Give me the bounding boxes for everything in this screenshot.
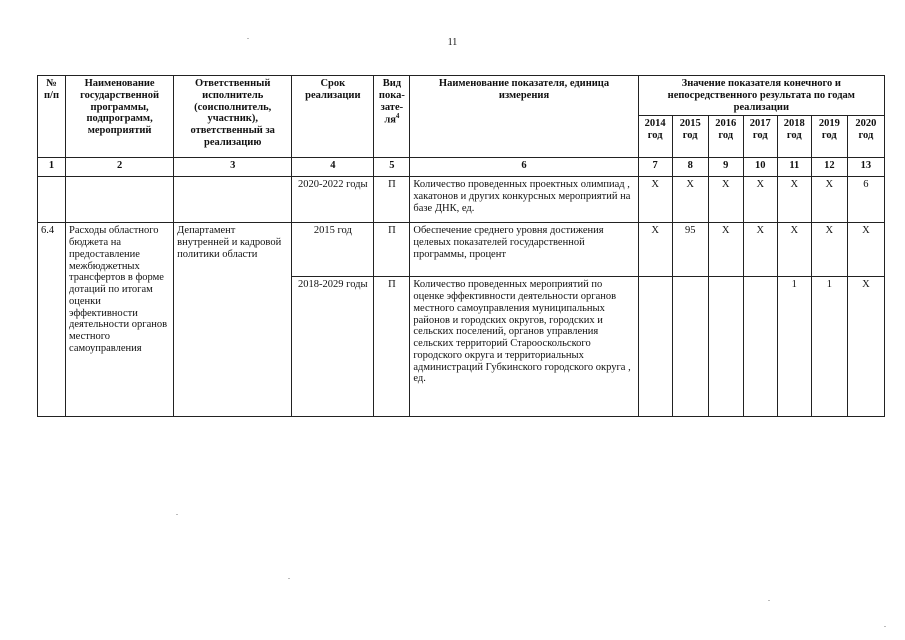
row-value-2019: Х xyxy=(811,177,847,223)
row-term: 2020-2022 годы xyxy=(292,177,374,223)
year-2016: 2016 год xyxy=(708,116,743,158)
row-program-name xyxy=(66,177,174,223)
column-number: 4 xyxy=(292,158,374,177)
column-number: 2 xyxy=(66,158,174,177)
column-number: 11 xyxy=(777,158,811,177)
row-num xyxy=(38,177,66,223)
header-program-name: Наименование государственной программы, подпрограмм, мероприятий xyxy=(66,76,174,158)
row-value-2017: Х xyxy=(743,223,777,277)
row-value-2015 xyxy=(672,277,708,417)
column-number: 12 xyxy=(811,158,847,177)
row-indicator: Количество проведенных мероприятий по оценке эффективности деятельности органов местного самоуправления муниципальных районов и городских округов, городских и сельских поселений, органов управления сельских территорий Старооскольского городского округа и территориальных администраций Губкинского городского округа , ед. xyxy=(410,277,638,417)
row-value-2015: 95 xyxy=(672,223,708,277)
column-number: 1 xyxy=(38,158,66,177)
row-value-2017 xyxy=(743,277,777,417)
row-value-2018: Х xyxy=(777,223,811,277)
row-num: 6.4 xyxy=(38,223,66,417)
scan-speck xyxy=(884,626,886,627)
row-program-name: Расходы областного бюджета на предоставление межбюджетных трансфертов в форме дотаций по итогам оценки эффективности деятельности органов местного самоуправления xyxy=(66,223,174,417)
table-row xyxy=(38,223,885,277)
header-values: Значение показателя конечного и непосредственного результата по годам реализации xyxy=(638,76,884,116)
scan-speck xyxy=(288,578,290,579)
table-row xyxy=(38,177,885,223)
row-value-2014: Х xyxy=(638,223,672,277)
row-value-2018: Х xyxy=(777,177,811,223)
column-number: 10 xyxy=(743,158,777,177)
scan-speck xyxy=(768,600,770,601)
column-number-row xyxy=(38,158,885,177)
year-2015: 2015 год xyxy=(672,116,708,158)
row-value-2014 xyxy=(638,277,672,417)
column-number: 3 xyxy=(174,158,292,177)
scan-speck xyxy=(176,514,178,515)
row-indicator: Количество проведенных проектных олимпиад , хакатонов и других конкурсных мероприятий на базе ДНК, ед. xyxy=(410,177,638,223)
row-value-2018: 1 xyxy=(777,277,811,417)
year-2018: 2018 год xyxy=(777,116,811,158)
header-row xyxy=(38,76,885,116)
row-executor: Департамент внутренней и кадровой политики области xyxy=(174,223,292,417)
page-number: 11 xyxy=(447,37,458,48)
row-value-2020: 6 xyxy=(847,177,884,223)
year-2020: 2020 год xyxy=(847,116,884,158)
row-value-2014: Х xyxy=(638,177,672,223)
column-number: 7 xyxy=(638,158,672,177)
row-indicator: Обеспечение среднего уровня достижения целевых показателей государственной программы, процент xyxy=(410,223,638,277)
column-number: 13 xyxy=(847,158,884,177)
row-value-2016: Х xyxy=(708,177,743,223)
year-2017: 2017 год xyxy=(743,116,777,158)
row-value-2017: Х xyxy=(743,177,777,223)
column-number: 5 xyxy=(374,158,410,177)
row-executor xyxy=(174,177,292,223)
row-value-2015: Х xyxy=(672,177,708,223)
scan-speck xyxy=(247,38,249,39)
header-num: № п/п xyxy=(38,76,66,158)
row-type: П xyxy=(374,177,410,223)
header-indicator-name: Наименование показателя, единица измерения xyxy=(410,76,638,158)
indicator-table xyxy=(37,75,885,417)
column-number: 6 xyxy=(410,158,638,177)
header-type-footnote: 4 xyxy=(395,112,400,121)
row-type: П xyxy=(374,223,410,277)
header-indicator-type xyxy=(374,76,410,158)
row-term: 2015 год xyxy=(292,223,374,277)
row-value-2016 xyxy=(708,277,743,417)
column-number: 8 xyxy=(672,158,708,177)
row-value-2020: Х xyxy=(847,223,884,277)
row-value-2016: Х xyxy=(708,223,743,277)
column-number: 9 xyxy=(708,158,743,177)
row-term: 2018-2029 годы xyxy=(292,277,374,417)
header-executor: Ответственный исполнитель (соисполнитель, участник), ответственный за реализацию xyxy=(174,76,292,158)
row-value-2019: 1 xyxy=(811,277,847,417)
row-value-2019: Х xyxy=(811,223,847,277)
row-type: П xyxy=(374,277,410,417)
row-value-2020: Х xyxy=(847,277,884,417)
header-term: Срок реализации xyxy=(292,76,374,158)
year-2019: 2019 год xyxy=(811,116,847,158)
year-2014: 2014 год xyxy=(638,116,672,158)
header-type-label: Вид пока-зате-ля xyxy=(378,78,405,126)
